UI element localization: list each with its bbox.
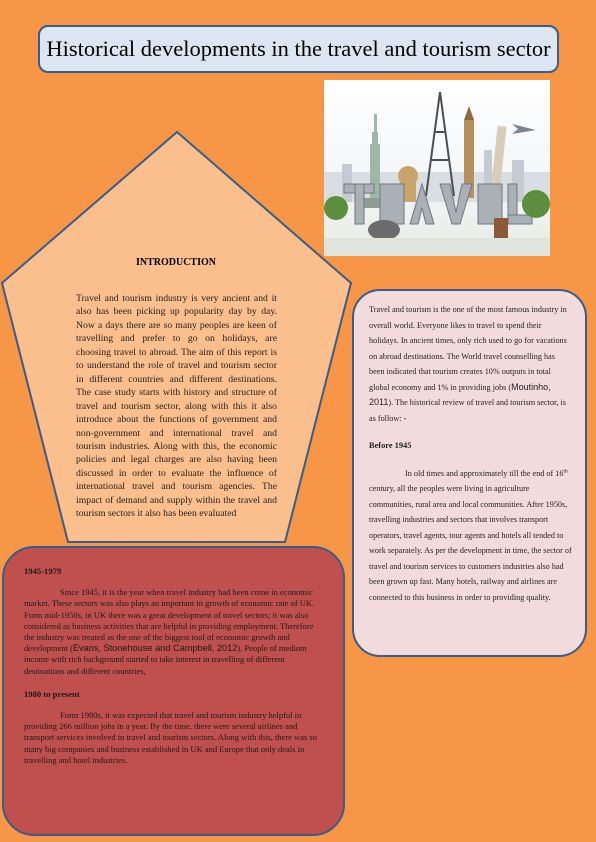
before-1945-paragraph: In old times and approximately till the end of 16th century, all the peoples were living in agriculture communities, rural area and local communities. After 1950s, travelling industries and sectors that involves transport operators, travel agents, tour agents and hotels all tended to work separately. As per the development in time, the sector of travel and tourism services to customers industries also had been grown up fast. Many hotels, railway and airlines are connected to this business in order to providing quality. bbox=[369, 467, 572, 602]
period-1945-1979-paragraph: Since 1945, it is the year when travel industry had been come in economic market. These sectors was also plays an important in growth of economic rate of UK. Form mid-1950s, in UK there was a great development of travel sectors; it was also considered as business activities that are helpful in providing employment. Therefore the industry was treated as the one of the biggest tool of economic growth and development (Evans, Stonehouse and Campbell, 2012). People of medium income with rich background started to take interest in travelling of different destinations and different countries, bbox=[24, 587, 315, 676]
travel-landmarks-illustration bbox=[324, 80, 550, 256]
history-text-right bbox=[369, 302, 572, 605]
introduction-body: Travel and tourism industry is very ancient and it also has been picking up popularity day by day. Now a days there are so many peoples are keen of travelling and prefer to go on holidays, are choosing travel to abroad. The aim of this report is to understand the role of travel and tourism sector in different countries and different destinations. The case study starts with history and structure of travel and tourism sector, along with this it also introduce about the functions of government and non-government and international travel and tourism industries. Along with this, the economic policies and legal charges are also having been discussed in order to evaluate the influence of international travel and tourism agencies. The impact of demand and supply within the travel and tourism sectors it also has been evaluated bbox=[76, 293, 277, 520]
overview-paragraph: Travel and tourism is the one of the most famous industry in overall world. Everyone likes to travel to spend their holidays. In ancient times, only rich used to go for vacations on abroad destinations. The World travel counselling has been indicated that tourism creates 10% outputs in total global economy and 1% in providing jobs (Moutinho, 2011). The historical review of travel and tourism sector, is as follow: - bbox=[369, 305, 567, 423]
period-1980-present-paragraph: Form 1980s, it was expected that travel and tourism industry helpful in providing 266 million jobs in a year. By the time, there were several airlines and transport services involved in travel and tourism sectors. Along with this, there was so many big companies and business established in UK and Europe that only deals in travelling and hotel industries. bbox=[24, 710, 317, 765]
introduction-heading: INTRODUCTION bbox=[135, 257, 216, 268]
citation: Evans, Stonehouse and Campbell, 2012 bbox=[72, 643, 238, 654]
travel-landmarks-image bbox=[324, 80, 550, 256]
history-text-left bbox=[24, 566, 324, 766]
section-heading-before-1945: Before 1945 bbox=[369, 441, 412, 450]
citation: Moutinho, 2011 bbox=[369, 381, 551, 407]
page-title: Historical developments in the travel and tourism sector bbox=[38, 25, 559, 73]
section-heading-1980-present: 1980 to present bbox=[24, 688, 80, 699]
section-heading-1945-1979: 1945-1979 bbox=[24, 566, 62, 576]
